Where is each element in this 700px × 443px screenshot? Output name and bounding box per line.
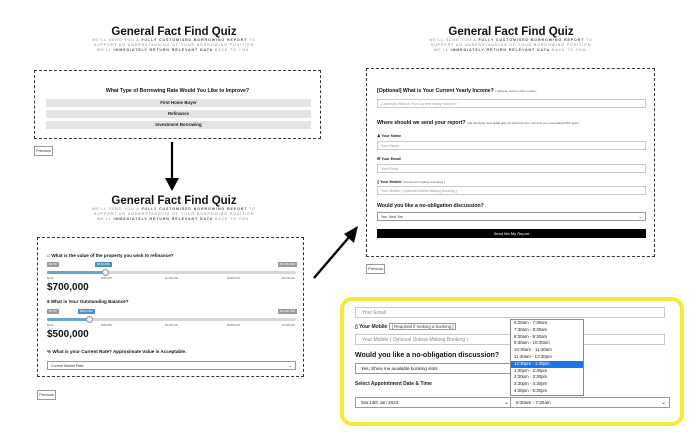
name-label: ♟ Your Name: [377, 134, 402, 138]
outstanding-balance-slider[interactable]: [47, 318, 296, 321]
previous-button-1[interactable]: Previous: [34, 146, 53, 156]
balance-value-tag: $500,000: [80, 309, 93, 313]
option-investment-borrowing[interactable]: Investment Borrowing: [46, 121, 311, 129]
balance-value-display: $500,000: [47, 329, 89, 340]
balance-slider-handle[interactable]: [86, 316, 93, 323]
property-value-display: $700,000: [47, 282, 89, 293]
contact-details-panel: [366, 68, 655, 257]
balance-min-tag: $0.00: [49, 309, 57, 313]
property-slider-fill: [47, 271, 105, 274]
chevron-down-icon: ⌄: [503, 400, 509, 406]
user-icon: ♟: [377, 134, 381, 138]
mobile-icon: ▯: [355, 324, 358, 330]
subtitle-line-3: WE'LL IMMEDIATELY RETURN RELEVANT DATA BACK TO YOU.: [96, 48, 252, 52]
yearly-income-input[interactable]: (Optional) What is Your Current Yearly Income?: [377, 99, 646, 108]
subtitle-line-1: WE'LL SEND YOU A FULLY CUSTOMISED BORROWING REPORT TO: [92, 38, 256, 42]
property-value-question: ⌂ What is the value of the property you wish to refinance?: [47, 253, 174, 259]
zoom-mobile-input[interactable]: Your Mobile ( Optional Unless Making Booking ): [355, 334, 665, 345]
time-slot-option[interactable]: 1:30pm - 2:30pm: [514, 367, 548, 373]
tick-label: $600,000: [101, 324, 112, 327]
balance-max-tag: $3,000,000: [280, 309, 296, 313]
zoom-mobile-label: ▯ Your Mobile [ Required if making a booking ]: [355, 324, 456, 330]
time-slot-option[interactable]: 8:30am - 9:30am: [514, 333, 548, 339]
property-value-slider[interactable]: [47, 271, 296, 274]
appointment-time-select[interactable]: 6:30am - 7:30am ⌄: [510, 397, 670, 408]
booking-zoom-panel: [340, 297, 684, 426]
time-slot-option[interactable]: 10:30am - 11:30am: [514, 347, 552, 353]
time-slot-option[interactable]: 7:30am - 8:30am: [514, 326, 548, 332]
chevron-down-icon: ⌄: [638, 214, 642, 219]
time-slot-option[interactable]: 2:30pm - 3:30pm: [514, 374, 548, 380]
time-slot-dropdown[interactable]: [510, 319, 584, 396]
send-report-button[interactable]: Send Me My Report: [377, 229, 646, 238]
property-max-tag: $3,000,000: [280, 262, 296, 266]
tick-label: $600,000: [101, 277, 112, 280]
appointment-date-select[interactable]: Sat 14th Jan 2023 ⌄: [355, 397, 513, 408]
tick-label: $3,000,000: [282, 324, 295, 327]
current-rate-select[interactable]: Current Market Rate ⌄: [47, 361, 296, 370]
diagonal-arrow-icon: [310, 222, 362, 282]
refinance-details-panel: [37, 237, 304, 377]
email-label: ✉ Your Email: [377, 157, 401, 161]
home-icon: ⌂: [47, 253, 51, 259]
zoom-email-input[interactable]: Your Email: [355, 307, 665, 318]
outstanding-balance-question: $ What is Your Outstanding Balance?: [47, 299, 129, 304]
name-input[interactable]: Your Name: [377, 141, 646, 150]
quiz-subtitle-3: [411, 38, 611, 53]
dollar-icon: $: [47, 299, 50, 304]
balance-ticks: [47, 324, 296, 328]
income-question: [Optional] What is Your Current Yearly Income? [ Optional, used to refine results ]: [377, 88, 537, 94]
tick-label: $0.00: [47, 277, 54, 280]
zoom-discussion-select[interactable]: Yes, Show me available booking slots: [355, 363, 535, 374]
tick-label: $3,000,000: [282, 277, 295, 280]
property-min-tag: $0.00: [49, 262, 57, 266]
tick-label: $1,200,000: [165, 324, 178, 327]
time-slot-list: [511, 320, 583, 395]
subtitle-line-2: SUPPORT AN UNDERSTANDING OF YOUR BORROWING POSITION: [93, 212, 255, 216]
time-slot-option[interactable]: 3:30pm - 4:30pm: [514, 381, 548, 387]
discussion-question: Would you like a no-obligation discussion?: [377, 203, 484, 209]
time-slot-option[interactable]: 12:30pm - 1:30pm: [511, 361, 583, 368]
quiz-subtitle-1: [74, 38, 274, 53]
subtitle-line-2: SUPPORT AN UNDERSTANDING OF YOUR BORROWING POSITION: [93, 43, 255, 47]
tick-label: $1,200,000: [165, 277, 178, 280]
zoom-discussion-question: Would you like a no-obligation discussion?: [355, 352, 500, 359]
mobile-input[interactable]: Your Mobile ( Optional Unless Making Booking ): [377, 186, 646, 195]
quiz-title-1: General Fact Find Quiz: [111, 26, 237, 38]
time-slot-option[interactable]: 11:30am - 12:30pm: [514, 353, 552, 359]
current-rate-question: % What is your Current Rate? Approximate Value is Acceptable.: [47, 349, 187, 354]
subtitle-line-2: SUPPORT AN UNDERSTANDING OF YOUR BORROWING POSITION: [430, 43, 592, 47]
subtitle-line-3: WE'LL IMMEDIATELY RETURN RELEVANT DATA BACK TO YOU.: [96, 217, 252, 221]
property-slider-handle[interactable]: [102, 269, 109, 276]
previous-button-3[interactable]: Previous: [366, 264, 385, 274]
borrowing-rate-question: What Type of Borrowing Rate Would You Like to Improve?: [105, 88, 250, 94]
borrowing-rate-panel: [34, 70, 321, 139]
previous-button-2[interactable]: Previous: [37, 390, 56, 400]
quiz-title-3: General Fact Find Quiz: [448, 26, 574, 38]
send-report-heading: Where should we send your report? [ We will display basic details after you submit the form, and send you a personalised PDF report ]: [377, 120, 580, 126]
property-ticks: [47, 277, 296, 281]
quiz-subtitle-2: [74, 207, 274, 222]
chevron-down-icon: ⌄: [660, 400, 666, 406]
subtitle-line-1: WE'LL SEND YOU A FULLY CUSTOMISED BORROWING REPORT TO: [92, 207, 256, 211]
percent-icon: %: [47, 349, 52, 354]
mobile-icon: ▯: [377, 180, 380, 184]
tick-label: $0.00: [47, 324, 54, 327]
balance-slider-fill: [47, 318, 89, 321]
mobile-label: ▯ Your Mobile [ Required if making a booking ]: [377, 180, 445, 184]
property-value-tag: $700,000: [97, 262, 110, 266]
time-slot-option[interactable]: 9:30am - 10:30am: [514, 340, 550, 346]
time-slot-option[interactable]: 6:30am - 7:30am: [514, 320, 548, 325]
tick-label: $1,800,000: [227, 324, 240, 327]
subtitle-line-3: WE'LL IMMEDIATELY RETURN RELEVANT DATA BACK TO YOU.: [433, 48, 589, 52]
discussion-select[interactable]: Yes, Next Yes ⌄: [377, 212, 646, 221]
email-input[interactable]: Your Email: [377, 164, 646, 173]
quiz-title-2: General Fact Find Quiz: [111, 195, 237, 207]
time-slot-option[interactable]: 4:30pm - 5:30pm: [514, 387, 548, 393]
envelope-icon: ✉: [377, 157, 381, 161]
option-refinance[interactable]: Refinance: [46, 110, 311, 118]
chevron-down-icon: ⌄: [288, 363, 292, 368]
tick-label: $1,800,000: [227, 277, 240, 280]
down-arrow-icon: [164, 142, 180, 192]
appointment-label: Select Appointment Date & Time: [355, 381, 432, 387]
subtitle-line-1: WE'LL SEND YOU A FULLY CUSTOMISED BORROWING REPORT TO: [429, 38, 593, 42]
option-first-home-buyer[interactable]: First Home Buyer: [46, 99, 311, 107]
